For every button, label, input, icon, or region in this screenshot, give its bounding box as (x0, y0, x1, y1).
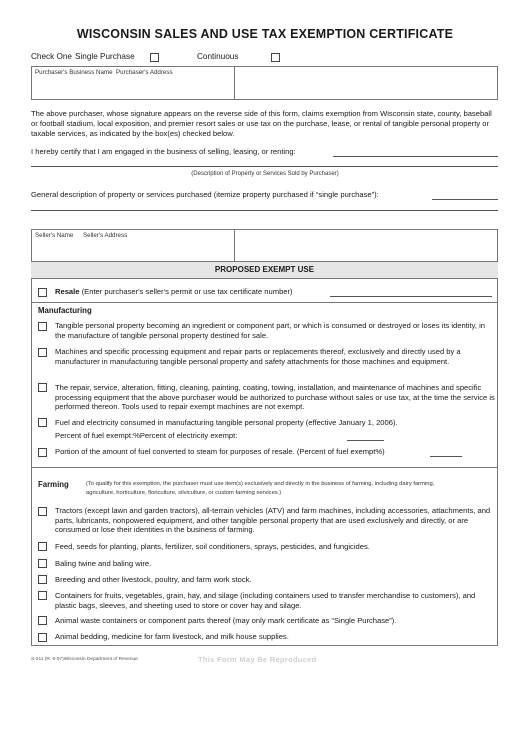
mfg-item-2: Machines and specific processing equipment and repair parts or replacements thereof, exclusively and directly used by a manufacturer in manufacturing tangible personal property and safety attachments for those machines and equipment. (55, 347, 461, 366)
mfg-item-3: The repair, service, alteration, fitting, cleaning, painting, coating, towing, installation, and maintenance of machines and specific processing equipment that the above purchaser would be authorized to purchase without sales or use tax, at the time the service is performed thereon. Tools used to repair exempt machines are not exempt. (55, 383, 495, 412)
single-purchase-label: Single Purchase (75, 52, 135, 61)
purchaser-name-field[interactable] (35, 78, 231, 98)
seller-name-field[interactable] (35, 241, 231, 259)
fuel-percent-label: Percent of fuel exempt: (55, 431, 134, 440)
mfg-checkbox-4[interactable] (38, 418, 47, 427)
farm-checkbox-6[interactable] (38, 616, 47, 625)
resale-number-line[interactable] (330, 296, 492, 297)
form-title: WISCONSIN SALES AND USE TAX EXEMPTION CERTIFICATE (76, 27, 454, 41)
single-purchase-checkbox[interactable] (150, 53, 159, 62)
department-name: Wisconsin Department of Revenue (63, 657, 138, 662)
certify-input-line[interactable] (333, 156, 498, 157)
seller-address-field[interactable] (237, 232, 495, 259)
farm-item-2: Feed, seeds for planting, plants, fertilizer, soil conditioners, sprays, pesticides, and fungicides. (55, 542, 370, 551)
farm-item-4: Breeding and other livestock, poultry, and farm work stock. (55, 575, 252, 584)
general-desc-line-2[interactable] (31, 210, 498, 211)
certify-text: I hereby certify that I am engaged in the business of selling, leasing, or renting: (31, 147, 296, 156)
electricity-percent-label: %Percent of electricity exempt: (133, 431, 238, 440)
farm-item-5: Containers for fruits, vegetables, grain, hay, and silage (including containers used to transfer merchandise to customers), and plastic bags, sleeves, and sheeting used to store or cover hay and silage. (55, 591, 476, 610)
resale-checkbox[interactable] (38, 288, 47, 297)
mfg-checkbox-3[interactable] (38, 383, 47, 392)
farming-divider (31, 467, 498, 468)
proposed-exempt-use-heading: PROPOSED EXEMPT USE (31, 261, 498, 279)
mfg-checkbox-5[interactable] (38, 448, 47, 457)
purchaser-name-label: Purchaser's Business Name (35, 69, 113, 76)
seller-divider (234, 229, 235, 261)
farm-checkbox-1[interactable] (38, 507, 47, 516)
mfg-item-5: Portion of the amount of fuel converted to steam for purposes of resale. (Percent of fuel exempt (55, 447, 376, 456)
steam-percent-line[interactable] (430, 456, 462, 457)
purchaser-address-field[interactable] (237, 69, 495, 98)
farm-item-3: Baling twine and baling wire. (55, 559, 152, 568)
purchaser-address-label: Purchaser's Address (116, 69, 173, 76)
general-desc-line-1[interactable] (432, 199, 498, 200)
mfg-checkbox-2[interactable] (38, 348, 47, 357)
farming-heading: Farming (38, 480, 69, 489)
mfg-item-4: Fuel and electricity consumed in manufacturing tangible personal property (effective January 1, 2006). (55, 418, 398, 427)
resale-text: (Enter purchaser's seller's permit or use tax certificate number) (81, 287, 293, 296)
farming-note: (To qualify for this exemption, the purchaser must use item(s) exclusively and directly in the business of farming, including dairy farming, agriculture, horticulture, floriculture, silviculture, or custom farming services.) (86, 481, 435, 497)
purchaser-divider (234, 66, 235, 100)
farm-checkbox-7[interactable] (38, 633, 47, 642)
farm-item-7: Animal bedding, medicine for farm livestock, and milk house supplies. (55, 632, 289, 641)
electricity-percent-line[interactable] (347, 440, 384, 441)
farm-checkbox-2[interactable] (38, 542, 47, 551)
farm-item-1: Tractors (except lawn and garden tractors), all-terrain vehicles (ATV) and farm machines, including accessories, attachments, and parts, lubricants, nonpowered equipment, and other tangible personal property that are used exclusively and directly, or are consumed or lose their identities in the business of farming. (55, 506, 491, 535)
form-number: S-211 (R. 6-07) (31, 657, 64, 662)
farm-item-6: Animal waste containers or component parts thereof (may only mark certificate as “Single Purchase”). (55, 616, 397, 625)
steam-percent-suffix: %) (375, 447, 385, 456)
reproduce-watermark: This Form May Be Reproduced (198, 655, 317, 664)
manufacturing-heading: Manufacturing (38, 306, 92, 315)
general-desc-text: General description of property or services purchased (itemize property purchased if “single purchase”): (31, 190, 379, 199)
mfg-checkbox-1[interactable] (38, 322, 47, 331)
check-one-label: Check One (31, 52, 72, 61)
farm-checkbox-5[interactable] (38, 591, 47, 600)
continuous-checkbox[interactable] (271, 53, 280, 62)
farm-checkbox-4[interactable] (38, 575, 47, 584)
resale-label: Resale (55, 287, 80, 296)
mfg-item-1: Tangible personal property becoming an ingredient or component part, or which is consumed or destroyed or loses its identity, in the manufacture of tangible personal property destined for sale. (55, 321, 485, 340)
certify-input-line-2[interactable] (31, 166, 498, 167)
farm-checkbox-3[interactable] (38, 559, 47, 568)
seller-name-label: Seller's Name (35, 232, 74, 239)
seller-address-label: Seller's Address (83, 232, 128, 239)
intro-paragraph: The above purchaser, whose signature appears on the reverse side of this form, claims exemption from Wisconsin state, county, baseball or football stadium, local exposition, and premier resort sales or use tax on the purchase, lease, or rental of tangible personal property or taxable services, as indicated by the box(es) checked below. (31, 109, 492, 139)
resale-divider (31, 302, 498, 303)
certify-caption: (Description of Property or Services Sold by Purchaser) (191, 171, 339, 177)
continuous-label: Continuous (197, 52, 239, 61)
